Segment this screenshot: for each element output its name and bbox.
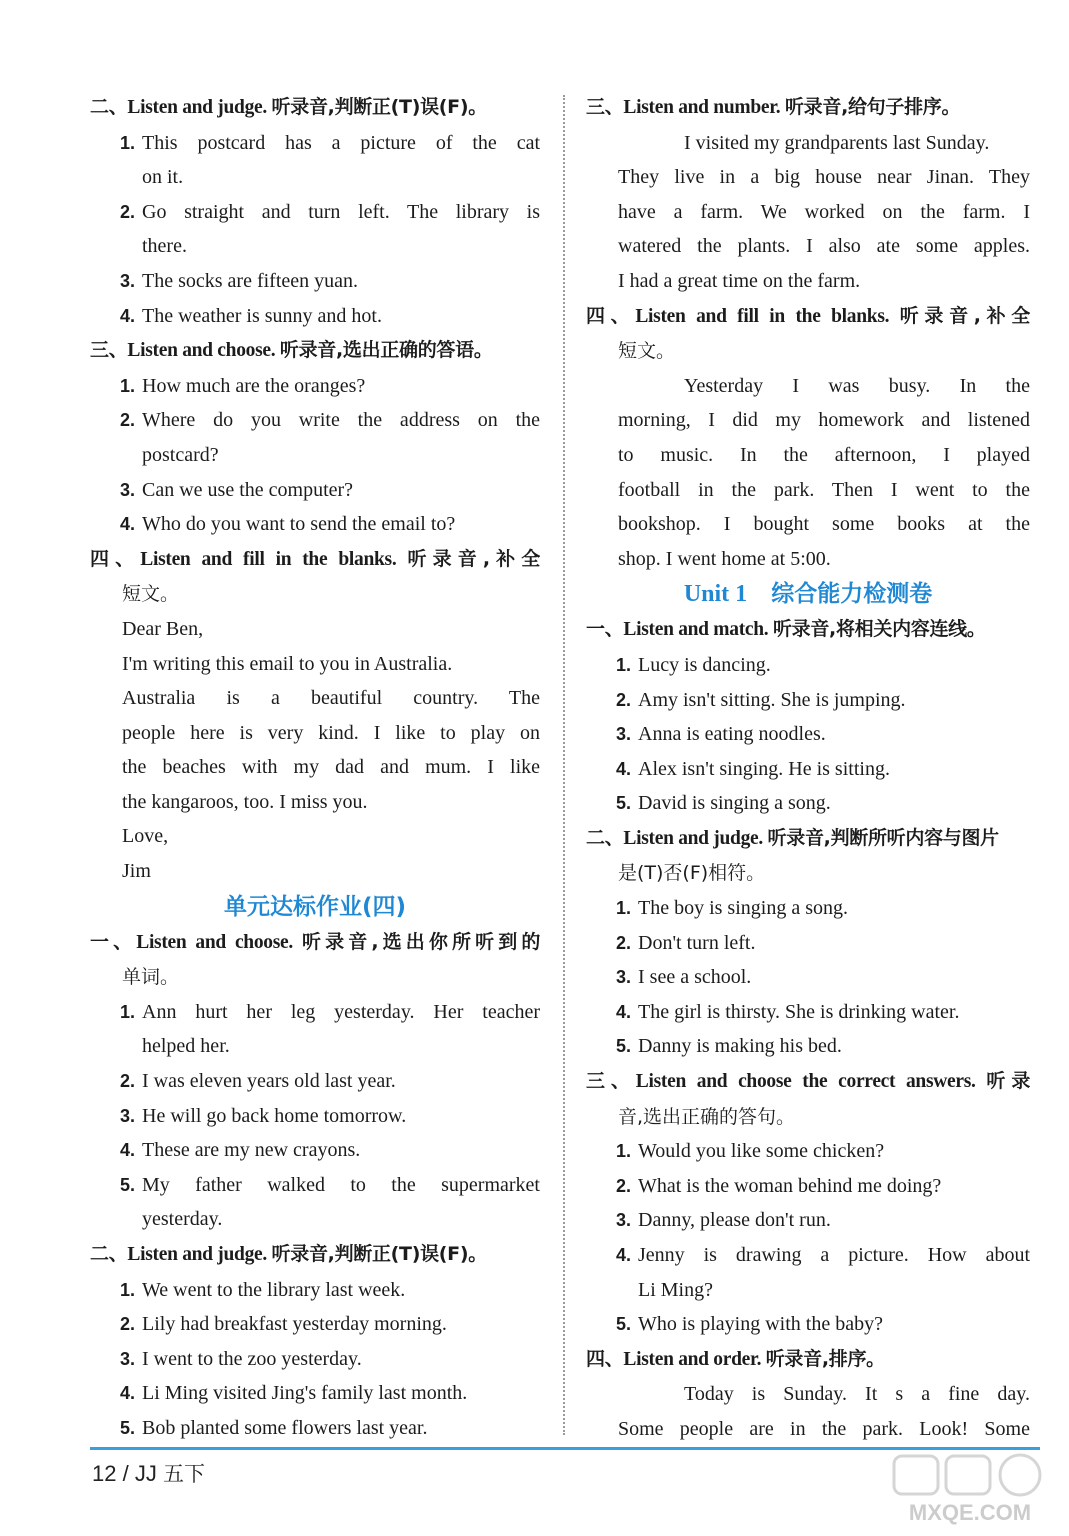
item-continuation: there. xyxy=(142,235,187,258)
section-instruction-en: Listen and number. xyxy=(623,97,781,118)
passage-line: 单词。 xyxy=(122,966,180,989)
passage-line: Dear Ben, xyxy=(122,617,204,640)
question-item xyxy=(90,507,540,542)
question-item xyxy=(586,995,1030,1030)
section-number: 三、 xyxy=(90,339,128,362)
item-text: Where do you write the address on the xyxy=(142,409,540,432)
section-heading xyxy=(90,333,540,369)
question-item xyxy=(586,786,1030,821)
question-item xyxy=(586,1238,1030,1273)
item-number: 1. xyxy=(616,654,632,675)
section-instruction-cn: 听录音,补全 xyxy=(899,304,1030,327)
column-divider xyxy=(563,95,565,1435)
question-item xyxy=(90,1376,540,1411)
question-item xyxy=(90,1133,540,1168)
passage-line: 短文。 xyxy=(122,583,180,606)
section-heading xyxy=(586,299,1030,335)
unit-title-cn: 单元达标作业(四) xyxy=(223,893,407,920)
question-item xyxy=(90,1307,540,1342)
item-number: 3. xyxy=(120,479,136,500)
item-number: 3. xyxy=(120,270,136,291)
item-text: Danny is making his bed. xyxy=(638,1035,842,1058)
item-continuation: Li Ming? xyxy=(638,1278,713,1301)
item-text: The socks are fifteen yuan. xyxy=(142,269,359,292)
question-item xyxy=(90,1342,540,1377)
page-number: 12 xyxy=(92,1461,117,1486)
question-item xyxy=(90,403,540,438)
item-number: 3. xyxy=(616,1210,632,1231)
item-text: He will go back home tomorrow. xyxy=(142,1104,407,1127)
item-text: We went to the library last week. xyxy=(142,1278,406,1301)
item-continuation: postcard? xyxy=(142,443,219,466)
passage-line: bookshop. I bought some books at the xyxy=(618,513,1030,536)
item-text: These are my new crayons. xyxy=(142,1139,361,1162)
item-text: The girl is thirsty. She is drinking water. xyxy=(638,1000,960,1023)
item-text: Li Ming visited Jing's family last month. xyxy=(142,1382,468,1405)
passage-line: shop. I went home at 5:00. xyxy=(618,547,831,570)
item-number: 4. xyxy=(120,305,136,326)
item-number: 2. xyxy=(120,1314,136,1335)
section-instruction-cn: 听录音,判断正(T)误(F)。 xyxy=(271,1243,487,1265)
passage-line: Jim xyxy=(122,860,151,883)
section-heading xyxy=(586,90,1030,126)
section-instruction-en: Listen and judge. xyxy=(127,97,267,118)
item-text: Danny, please don't run. xyxy=(638,1209,831,1232)
item-number: 4. xyxy=(616,1001,632,1022)
right-column xyxy=(586,90,1030,1447)
book-code: JJ xyxy=(134,1461,157,1486)
passage-line: Australia is a beautiful country. The xyxy=(122,687,540,710)
passage-line: Yesterday I was busy. In the xyxy=(684,374,1030,397)
question-item xyxy=(586,926,1030,961)
item-text: I see a school. xyxy=(638,966,752,989)
item-number: 2. xyxy=(616,1175,632,1196)
question-item xyxy=(586,1169,1030,1204)
item-number: 1. xyxy=(120,132,136,153)
section-heading xyxy=(90,925,540,961)
section-number: 一、 xyxy=(90,930,137,953)
section-instruction-en: Listen and judge. xyxy=(127,1244,267,1265)
item-number: 1. xyxy=(120,1279,136,1300)
item-text: The boy is singing a song. xyxy=(638,897,848,920)
section-heading xyxy=(90,1237,540,1273)
question-item xyxy=(90,1099,540,1134)
item-continuation: helped her. xyxy=(142,1035,230,1058)
section-instruction-cn: 听录音,给句子排序。 xyxy=(784,96,961,118)
item-text: Lily had breakfast yesterday morning. xyxy=(142,1313,447,1336)
item-text: My father walked to the supermarket xyxy=(142,1173,540,1196)
item-text: Ann hurt her leg yesterday. Her teacher xyxy=(142,1000,540,1023)
section-heading xyxy=(586,1342,1030,1378)
section-instruction-en: Listen and choose. xyxy=(127,340,276,362)
item-text: Can we use the computer? xyxy=(142,478,354,501)
section-number: 二、 xyxy=(90,96,128,118)
section-instruction-cn: 听录 xyxy=(986,1070,1030,1093)
unit-title-en: Unit 1 xyxy=(683,581,748,608)
passage-line: the beaches with my dad and mum. I like xyxy=(122,756,540,779)
section-heading xyxy=(90,90,540,126)
question-item xyxy=(586,1307,1030,1342)
question-item xyxy=(586,752,1030,787)
passage-line: Some people are in the park. Look! Some xyxy=(618,1417,1030,1440)
question-item xyxy=(90,1273,540,1308)
passage-line: the kangaroos, too. I miss you. xyxy=(122,790,368,813)
section-number: 四、 xyxy=(586,304,636,327)
section-instruction-en: Listen and fill in the blanks. xyxy=(635,305,890,327)
section-number: 三、 xyxy=(586,1070,636,1093)
section-number: 四、 xyxy=(90,547,141,570)
section-instruction-en: Listen and match. xyxy=(623,619,769,641)
item-number: 3. xyxy=(616,724,632,745)
page-footer xyxy=(92,1458,205,1488)
question-item xyxy=(586,891,1030,926)
item-number: 4. xyxy=(616,1245,632,1265)
passage-line: 音,选出正确的答句。 xyxy=(618,1105,796,1128)
left-column xyxy=(90,90,540,1446)
section-number: 二、 xyxy=(90,1243,128,1265)
item-number: 5. xyxy=(120,1174,136,1195)
section-instruction-cn: 听录音,选出你所听到的 xyxy=(301,930,540,953)
item-text: Bob planted some flowers last year. xyxy=(142,1416,428,1439)
section-instruction-cn: 听录音,补全 xyxy=(407,547,540,570)
question-item xyxy=(586,960,1030,995)
section-instruction-en: Listen and judge. xyxy=(623,827,763,849)
item-text: Would you like some chicken? xyxy=(638,1140,885,1163)
item-number: 2. xyxy=(616,689,632,710)
section-instruction-cn: 听录音,排序。 xyxy=(765,1347,885,1370)
passage-line: watered the plants. I also ate some apples. xyxy=(618,235,1030,258)
question-item xyxy=(90,369,540,404)
item-number: 5. xyxy=(616,1036,632,1057)
item-text: What is the woman behind me doing? xyxy=(638,1174,942,1197)
question-item xyxy=(90,126,540,161)
section-instruction-cn: 听录音,将相关内容连线。 xyxy=(772,618,986,641)
question-item xyxy=(90,195,540,230)
item-text: I was eleven years old last year. xyxy=(142,1070,396,1093)
section-number: 一、 xyxy=(586,618,624,641)
section-instruction-cn: 听录音,选出正确的答语。 xyxy=(279,339,493,362)
section-number: 三、 xyxy=(586,96,624,118)
passage-line: 是(T)否(F)相符。 xyxy=(618,862,766,885)
section-instruction-en: Listen and fill in the blanks. xyxy=(140,548,397,570)
item-text: Lucy is dancing. xyxy=(638,653,771,676)
question-item xyxy=(90,1168,540,1203)
item-text: I went to the zoo yesterday. xyxy=(142,1347,362,1370)
footer-separator: / xyxy=(122,1461,129,1486)
question-item xyxy=(90,1411,540,1446)
question-item xyxy=(586,1134,1030,1169)
item-number: 2. xyxy=(616,932,632,953)
item-number: 2. xyxy=(120,201,136,222)
section-instruction-en: Listen and order. xyxy=(623,1348,762,1370)
section-instruction-cn: 听录音,判断正(T)误(F)。 xyxy=(271,96,487,118)
item-number: 3. xyxy=(616,967,632,988)
item-number: 4. xyxy=(120,514,136,535)
question-item xyxy=(586,1203,1030,1238)
item-number: 3. xyxy=(120,1105,136,1126)
section-instruction-cn: 听录音,判断所听内容与图片 xyxy=(767,826,999,849)
item-number: 2. xyxy=(120,1071,136,1092)
question-item xyxy=(586,717,1030,752)
item-text: This postcard has a picture of the cat xyxy=(142,131,540,154)
section-number: 二、 xyxy=(586,826,624,849)
passage-line: morning, I did my homework and listened xyxy=(618,409,1030,432)
item-text: How much are the oranges? xyxy=(142,374,366,397)
section-heading xyxy=(586,612,1030,648)
question-item xyxy=(90,264,540,299)
section-instruction-en: Listen and choose the correct answers. xyxy=(635,1071,976,1093)
passage-line: I visited my grandparents last Sunday. xyxy=(684,131,990,154)
passage-line: I'm writing this email to you in Australia. xyxy=(122,652,453,675)
item-text: David is singing a song. xyxy=(638,792,831,815)
question-item xyxy=(586,648,1030,683)
passage-line: have a farm. We worked on the farm. I xyxy=(618,200,1030,223)
item-number: 4. xyxy=(120,1383,136,1404)
item-continuation: yesterday. xyxy=(142,1208,223,1231)
unit-title xyxy=(586,576,1030,612)
question-item xyxy=(90,995,540,1030)
item-number: 3. xyxy=(120,1348,136,1369)
item-number: 1. xyxy=(616,898,632,919)
section-heading xyxy=(586,821,1030,857)
passage-line: to music. In the afternoon, I played xyxy=(618,443,1030,466)
item-number: 4. xyxy=(120,1140,136,1161)
section-heading xyxy=(586,1064,1030,1100)
question-item xyxy=(586,683,1030,718)
item-text: Jenny is drawing a picture. How about xyxy=(638,1244,1030,1266)
item-number: 4. xyxy=(616,758,632,779)
item-continuation: on it. xyxy=(142,166,184,189)
unit-title-cn: 综合能力检测卷 xyxy=(771,581,933,608)
item-text: Alex isn't singing. He is sitting. xyxy=(638,757,890,780)
item-text: Go straight and turn left. The library is xyxy=(142,200,540,223)
item-number: 1. xyxy=(120,375,136,396)
section-heading xyxy=(90,542,540,578)
question-item xyxy=(90,473,540,508)
item-number: 2. xyxy=(120,410,136,431)
passage-line: They live in a big house near Jinan. They xyxy=(618,166,1030,189)
passage-line: 短文。 xyxy=(618,340,676,363)
item-number: 1. xyxy=(616,1141,632,1162)
item-number: 5. xyxy=(120,1417,136,1438)
watermark-logo xyxy=(880,1450,1060,1530)
watermark-text: MXQE.COM xyxy=(908,1500,1032,1525)
question-item xyxy=(586,1029,1030,1064)
item-number: 5. xyxy=(616,793,632,814)
item-text: Don't turn left. xyxy=(638,931,756,954)
passage-line: football in the park. Then I went to the xyxy=(618,478,1030,501)
item-text: The weather is sunny and hot. xyxy=(142,304,382,327)
passage-line: Love, xyxy=(122,825,169,848)
passage-line: I had a great time on the farm. xyxy=(618,269,861,292)
question-item xyxy=(90,1064,540,1099)
unit-title xyxy=(90,889,540,925)
passage-line: Today is Sunday. It s a fine day. xyxy=(684,1383,1030,1406)
item-text: Amy isn't sitting. She is jumping. xyxy=(638,688,906,711)
item-text: Who do you want to send the email to? xyxy=(142,513,456,536)
question-item xyxy=(90,299,540,334)
section-instruction-en: Listen and choose. xyxy=(136,931,293,953)
item-number: 5. xyxy=(616,1314,632,1335)
item-text: Who is playing with the baby? xyxy=(638,1313,883,1336)
item-text: Anna is eating noodles. xyxy=(638,723,826,746)
section-number: 四、 xyxy=(586,1347,624,1370)
grade-label: 五下 xyxy=(162,1462,205,1486)
item-number: 1. xyxy=(120,1001,136,1022)
passage-line: people here is very kind. I like to play on xyxy=(122,721,540,744)
